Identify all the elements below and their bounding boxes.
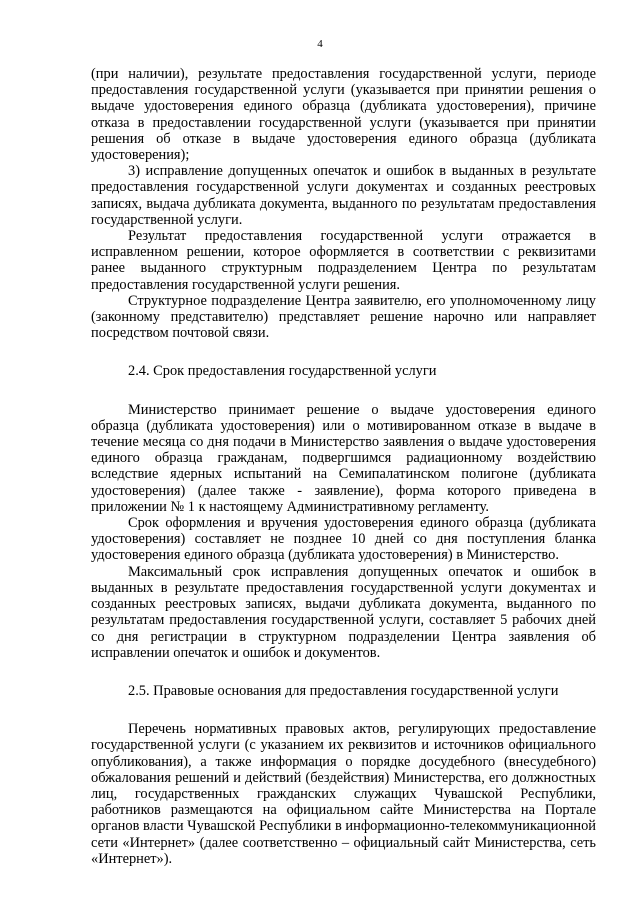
section-heading-2-4: 2.4. Срок предоставления государственной услуги — [128, 363, 437, 380]
page-number: 4 — [317, 38, 323, 50]
paragraph-issue-term: Срок оформления и вручения удостоверения единого образца (дубликата удостоверения) составляет не позднее 10 дней со дня поступления бланка удостоверения единого образца (дубликата удостоверения) в Министерство. — [91, 515, 596, 564]
paragraph-item-3: 3) исправление допущенных опечаток и ошибок в выданных в результате предоставления государственной услуги документах и созданных реестровых записях, выдача дубликата документа, выданного по результатам предоставления государственной услуги. — [91, 163, 596, 228]
document-body — [91, 66, 596, 867]
paragraph-correction-term: Максимальный срок исправления допущенных опечаток и ошибок в выданных в результате предоставления государственной услуги документах и созданных реестровых записях, выдачи дубликата документа, выданного по результатам предоставления государственной услуги, составляет 5 рабочих дней со дня регистрации в структурном подразделении Центра заявления об исправлении опечаток и ошибок и документов. — [91, 563, 596, 661]
section-heading-2-5: 2.5. Правовые основания для предоставления государственной услуги — [128, 682, 559, 699]
paragraph-legal-acts: Перечень нормативных правовых актов, регулирующих предоставление государственной услуги (с указанием их реквизитов и источников официального опубликования), а также информация о порядке досудебного (внесудебного) обжалования решений и действий (бездействия) Министерства, его должностных лиц, государственных гражданских служащих Чувашской Республики, работников размещаются на официальном сайте Министерства на Портале органов власти Чувашской Республики в информационно-телекоммуникационной сети «Интернет» (далее соответственно – официальный сайт Министерства, сеть «Интернет»). — [91, 721, 596, 867]
paragraph-corrected-decision: Результат предоставления государственной услуги отражается в исправленном решении, которое оформляется в соответствии с реквизитами ранее выданного структурным подразделением Центра по результатам предоставления государственной услуги решения. — [91, 228, 596, 293]
paragraph-decision-term: Министерство принимает решение о выдаче удостоверения единого образца (дубликата удостоверения) или о мотивированном отказе в выдаче в течение месяца со дня подачи в Министерство заявления о выдаче удостоверения единого образца гражданам, подвергшимся радиационному воздействию вследствие ядерных испытаний на Семипалатинском полигоне (дубликата удостоверения) (далее также - заявление), форма которого приведена в приложении № 1 к настоящему Административному регламенту. — [91, 401, 596, 515]
paragraph-result-continuation: (при наличии), результате предоставления государственной услуги, периоде предоставления государственной услуги (указывается при принятии решения о выдаче удостоверения единого образца (дубликата удостоверения), причине отказа в предоставлении государственной услуги (указывается при принятии решения об отказе в выдаче удостоверения единого образца (дубликата удостоверения); — [91, 66, 596, 164]
paragraph-delivery: Структурное подразделение Центра заявителю, его уполномоченному лицу (законному представителю) представляет решение нарочно или направляет посредством почтовой связи. — [91, 292, 596, 342]
